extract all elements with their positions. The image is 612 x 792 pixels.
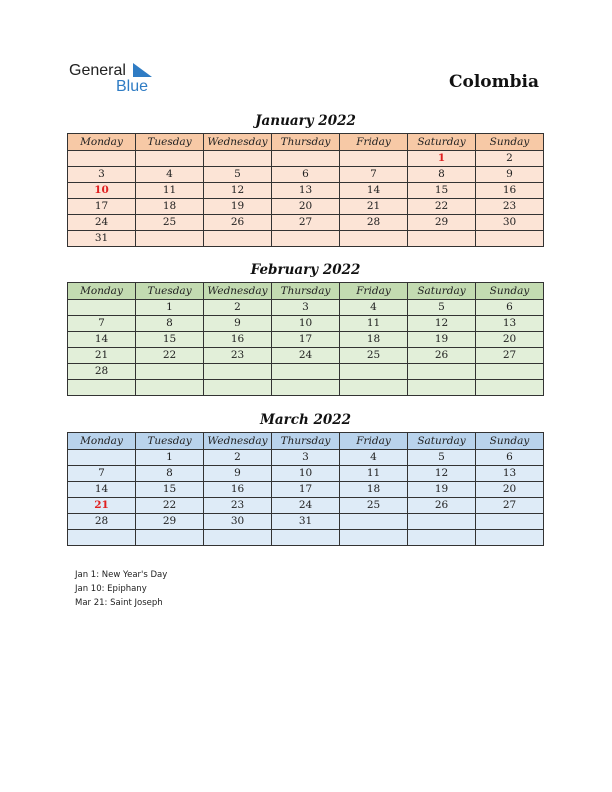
day-cell	[408, 231, 476, 247]
week-row	[68, 498, 544, 514]
weekday-header: Sunday	[476, 134, 544, 151]
day-cell: 17	[272, 332, 340, 348]
week-row	[68, 231, 544, 247]
day-cell	[340, 530, 408, 546]
day-cell	[476, 231, 544, 247]
week-row	[68, 151, 544, 167]
day-cell	[476, 364, 544, 380]
day-cell: 25	[340, 498, 408, 514]
day-cell: 14	[68, 332, 136, 348]
day-cell	[136, 364, 204, 380]
day-cell: 16	[476, 183, 544, 199]
holiday-item: Jan 10: Epiphany	[75, 584, 147, 594]
weekday-header: Friday	[340, 433, 408, 450]
weekday-header: Monday	[68, 134, 136, 151]
day-cell: 21	[340, 199, 408, 215]
week-row	[68, 167, 544, 183]
day-cell	[340, 151, 408, 167]
weekday-header: Friday	[340, 134, 408, 151]
day-cell: 6	[272, 167, 340, 183]
week-row	[68, 450, 544, 466]
day-cell: 6	[476, 300, 544, 316]
weekday-header: Saturday	[408, 433, 476, 450]
week-row	[68, 364, 544, 380]
weekday-header: Saturday	[408, 134, 476, 151]
day-cell: 1	[408, 151, 476, 167]
day-cell: 13	[272, 183, 340, 199]
day-cell: 17	[68, 199, 136, 215]
day-cell: 9	[476, 167, 544, 183]
day-cell: 13	[476, 316, 544, 332]
week-row	[68, 530, 544, 546]
day-cell: 10	[272, 316, 340, 332]
day-cell: 7	[68, 316, 136, 332]
day-cell: 9	[204, 466, 272, 482]
day-cell: 26	[204, 215, 272, 231]
day-cell: 22	[136, 498, 204, 514]
day-cell: 8	[408, 167, 476, 183]
day-cell: 24	[272, 498, 340, 514]
day-cell	[204, 380, 272, 396]
day-cell: 22	[136, 348, 204, 364]
day-cell	[408, 514, 476, 530]
day-cell	[204, 364, 272, 380]
holiday-item: Mar 21: Saint Joseph	[75, 598, 163, 608]
day-cell	[408, 364, 476, 380]
day-cell: 8	[136, 316, 204, 332]
day-cell	[340, 514, 408, 530]
day-cell: 5	[408, 450, 476, 466]
weekday-header: Tuesday	[136, 134, 204, 151]
day-cell: 10	[68, 183, 136, 199]
weekday-header: Tuesday	[136, 283, 204, 300]
day-cell	[136, 380, 204, 396]
day-cell	[68, 530, 136, 546]
day-cell	[476, 530, 544, 546]
weekday-header: Wednesday	[204, 283, 272, 300]
day-cell: 31	[272, 514, 340, 530]
day-cell: 10	[272, 466, 340, 482]
day-cell: 4	[136, 167, 204, 183]
calendar-january	[67, 133, 544, 247]
day-cell: 16	[204, 332, 272, 348]
country-title: Colombia	[448, 72, 539, 92]
day-cell: 17	[272, 482, 340, 498]
day-cell: 21	[68, 348, 136, 364]
weekday-header: Thursday	[272, 283, 340, 300]
day-cell: 3	[272, 450, 340, 466]
weekday-header: Wednesday	[204, 134, 272, 151]
weekday-header-row	[68, 433, 544, 450]
day-cell	[476, 514, 544, 530]
day-cell	[340, 364, 408, 380]
week-row	[68, 215, 544, 231]
day-cell: 12	[204, 183, 272, 199]
day-cell: 11	[340, 466, 408, 482]
holiday-item: Jan 1: New Year's Day	[75, 570, 168, 580]
day-cell: 20	[476, 482, 544, 498]
day-cell: 21	[68, 498, 136, 514]
day-cell	[68, 151, 136, 167]
day-cell: 3	[68, 167, 136, 183]
weekday-header: Tuesday	[136, 433, 204, 450]
month-title-february: February 2022	[250, 262, 361, 278]
day-cell: 22	[408, 199, 476, 215]
day-cell	[68, 380, 136, 396]
day-cell: 12	[408, 316, 476, 332]
day-cell: 15	[408, 183, 476, 199]
day-cell: 24	[272, 348, 340, 364]
day-cell: 9	[204, 316, 272, 332]
weekday-header-row	[68, 134, 544, 151]
day-cell: 2	[476, 151, 544, 167]
day-cell: 2	[204, 450, 272, 466]
day-cell: 30	[476, 215, 544, 231]
day-cell: 28	[340, 215, 408, 231]
day-cell: 13	[476, 466, 544, 482]
weekday-header: Wednesday	[204, 433, 272, 450]
weekday-header: Friday	[340, 283, 408, 300]
day-cell: 27	[476, 498, 544, 514]
day-cell: 15	[136, 332, 204, 348]
day-cell: 24	[68, 215, 136, 231]
day-cell	[272, 530, 340, 546]
day-cell: 29	[136, 514, 204, 530]
month-title-march: March 2022	[259, 412, 352, 428]
day-cell: 28	[68, 364, 136, 380]
day-cell: 7	[340, 167, 408, 183]
day-cell	[68, 450, 136, 466]
day-cell: 7	[68, 466, 136, 482]
day-cell	[204, 151, 272, 167]
day-cell: 25	[340, 348, 408, 364]
day-cell: 19	[204, 199, 272, 215]
calendar-march	[67, 432, 544, 546]
day-cell	[272, 231, 340, 247]
calendar-february	[67, 282, 544, 396]
day-cell	[408, 380, 476, 396]
day-cell: 18	[340, 332, 408, 348]
weekday-header: Saturday	[408, 283, 476, 300]
holiday-list	[75, 568, 167, 610]
day-cell: 16	[204, 482, 272, 498]
day-cell: 20	[272, 199, 340, 215]
day-cell	[68, 300, 136, 316]
day-cell: 8	[136, 466, 204, 482]
weekday-header: Sunday	[476, 433, 544, 450]
weekday-header: Monday	[68, 433, 136, 450]
day-cell: 26	[408, 348, 476, 364]
day-cell	[204, 231, 272, 247]
day-cell	[272, 151, 340, 167]
day-cell: 29	[408, 215, 476, 231]
week-row	[68, 348, 544, 364]
logo-text-blue: Blue	[116, 78, 149, 95]
day-cell: 3	[272, 300, 340, 316]
day-cell: 28	[68, 514, 136, 530]
week-row	[68, 482, 544, 498]
day-cell	[340, 231, 408, 247]
day-cell: 4	[340, 450, 408, 466]
day-cell: 20	[476, 332, 544, 348]
day-cell: 23	[204, 498, 272, 514]
day-cell	[136, 151, 204, 167]
day-cell	[272, 364, 340, 380]
day-cell: 14	[68, 482, 136, 498]
day-cell	[136, 231, 204, 247]
day-cell: 25	[136, 215, 204, 231]
day-cell: 31	[68, 231, 136, 247]
day-cell: 15	[136, 482, 204, 498]
day-cell	[476, 380, 544, 396]
day-cell	[136, 530, 204, 546]
week-row	[68, 332, 544, 348]
month-title-january: January 2022	[255, 113, 356, 129]
day-cell: 5	[408, 300, 476, 316]
day-cell: 2	[204, 300, 272, 316]
day-cell	[272, 380, 340, 396]
day-cell: 4	[340, 300, 408, 316]
day-cell: 27	[272, 215, 340, 231]
day-cell: 18	[340, 482, 408, 498]
day-cell: 5	[204, 167, 272, 183]
day-cell: 18	[136, 199, 204, 215]
logo	[69, 62, 159, 96]
logo-text-general: General	[69, 62, 126, 79]
week-row	[68, 380, 544, 396]
day-cell: 27	[476, 348, 544, 364]
day-cell: 12	[408, 466, 476, 482]
day-cell	[204, 530, 272, 546]
day-cell: 14	[340, 183, 408, 199]
weekday-header: Sunday	[476, 283, 544, 300]
day-cell: 26	[408, 498, 476, 514]
week-row	[68, 183, 544, 199]
day-cell: 11	[136, 183, 204, 199]
week-row	[68, 300, 544, 316]
week-row	[68, 466, 544, 482]
day-cell: 1	[136, 450, 204, 466]
day-cell: 23	[204, 348, 272, 364]
week-row	[68, 316, 544, 332]
day-cell: 1	[136, 300, 204, 316]
day-cell	[408, 530, 476, 546]
weekday-header: Thursday	[272, 433, 340, 450]
week-row	[68, 514, 544, 530]
week-row	[68, 199, 544, 215]
day-cell: 6	[476, 450, 544, 466]
weekday-header: Thursday	[272, 134, 340, 151]
day-cell: 11	[340, 316, 408, 332]
day-cell: 19	[408, 482, 476, 498]
logo-flag-icon	[133, 63, 153, 77]
day-cell: 23	[476, 199, 544, 215]
day-cell	[340, 380, 408, 396]
weekday-header-row	[68, 283, 544, 300]
day-cell: 19	[408, 332, 476, 348]
weekday-header: Monday	[68, 283, 136, 300]
day-cell: 30	[204, 514, 272, 530]
